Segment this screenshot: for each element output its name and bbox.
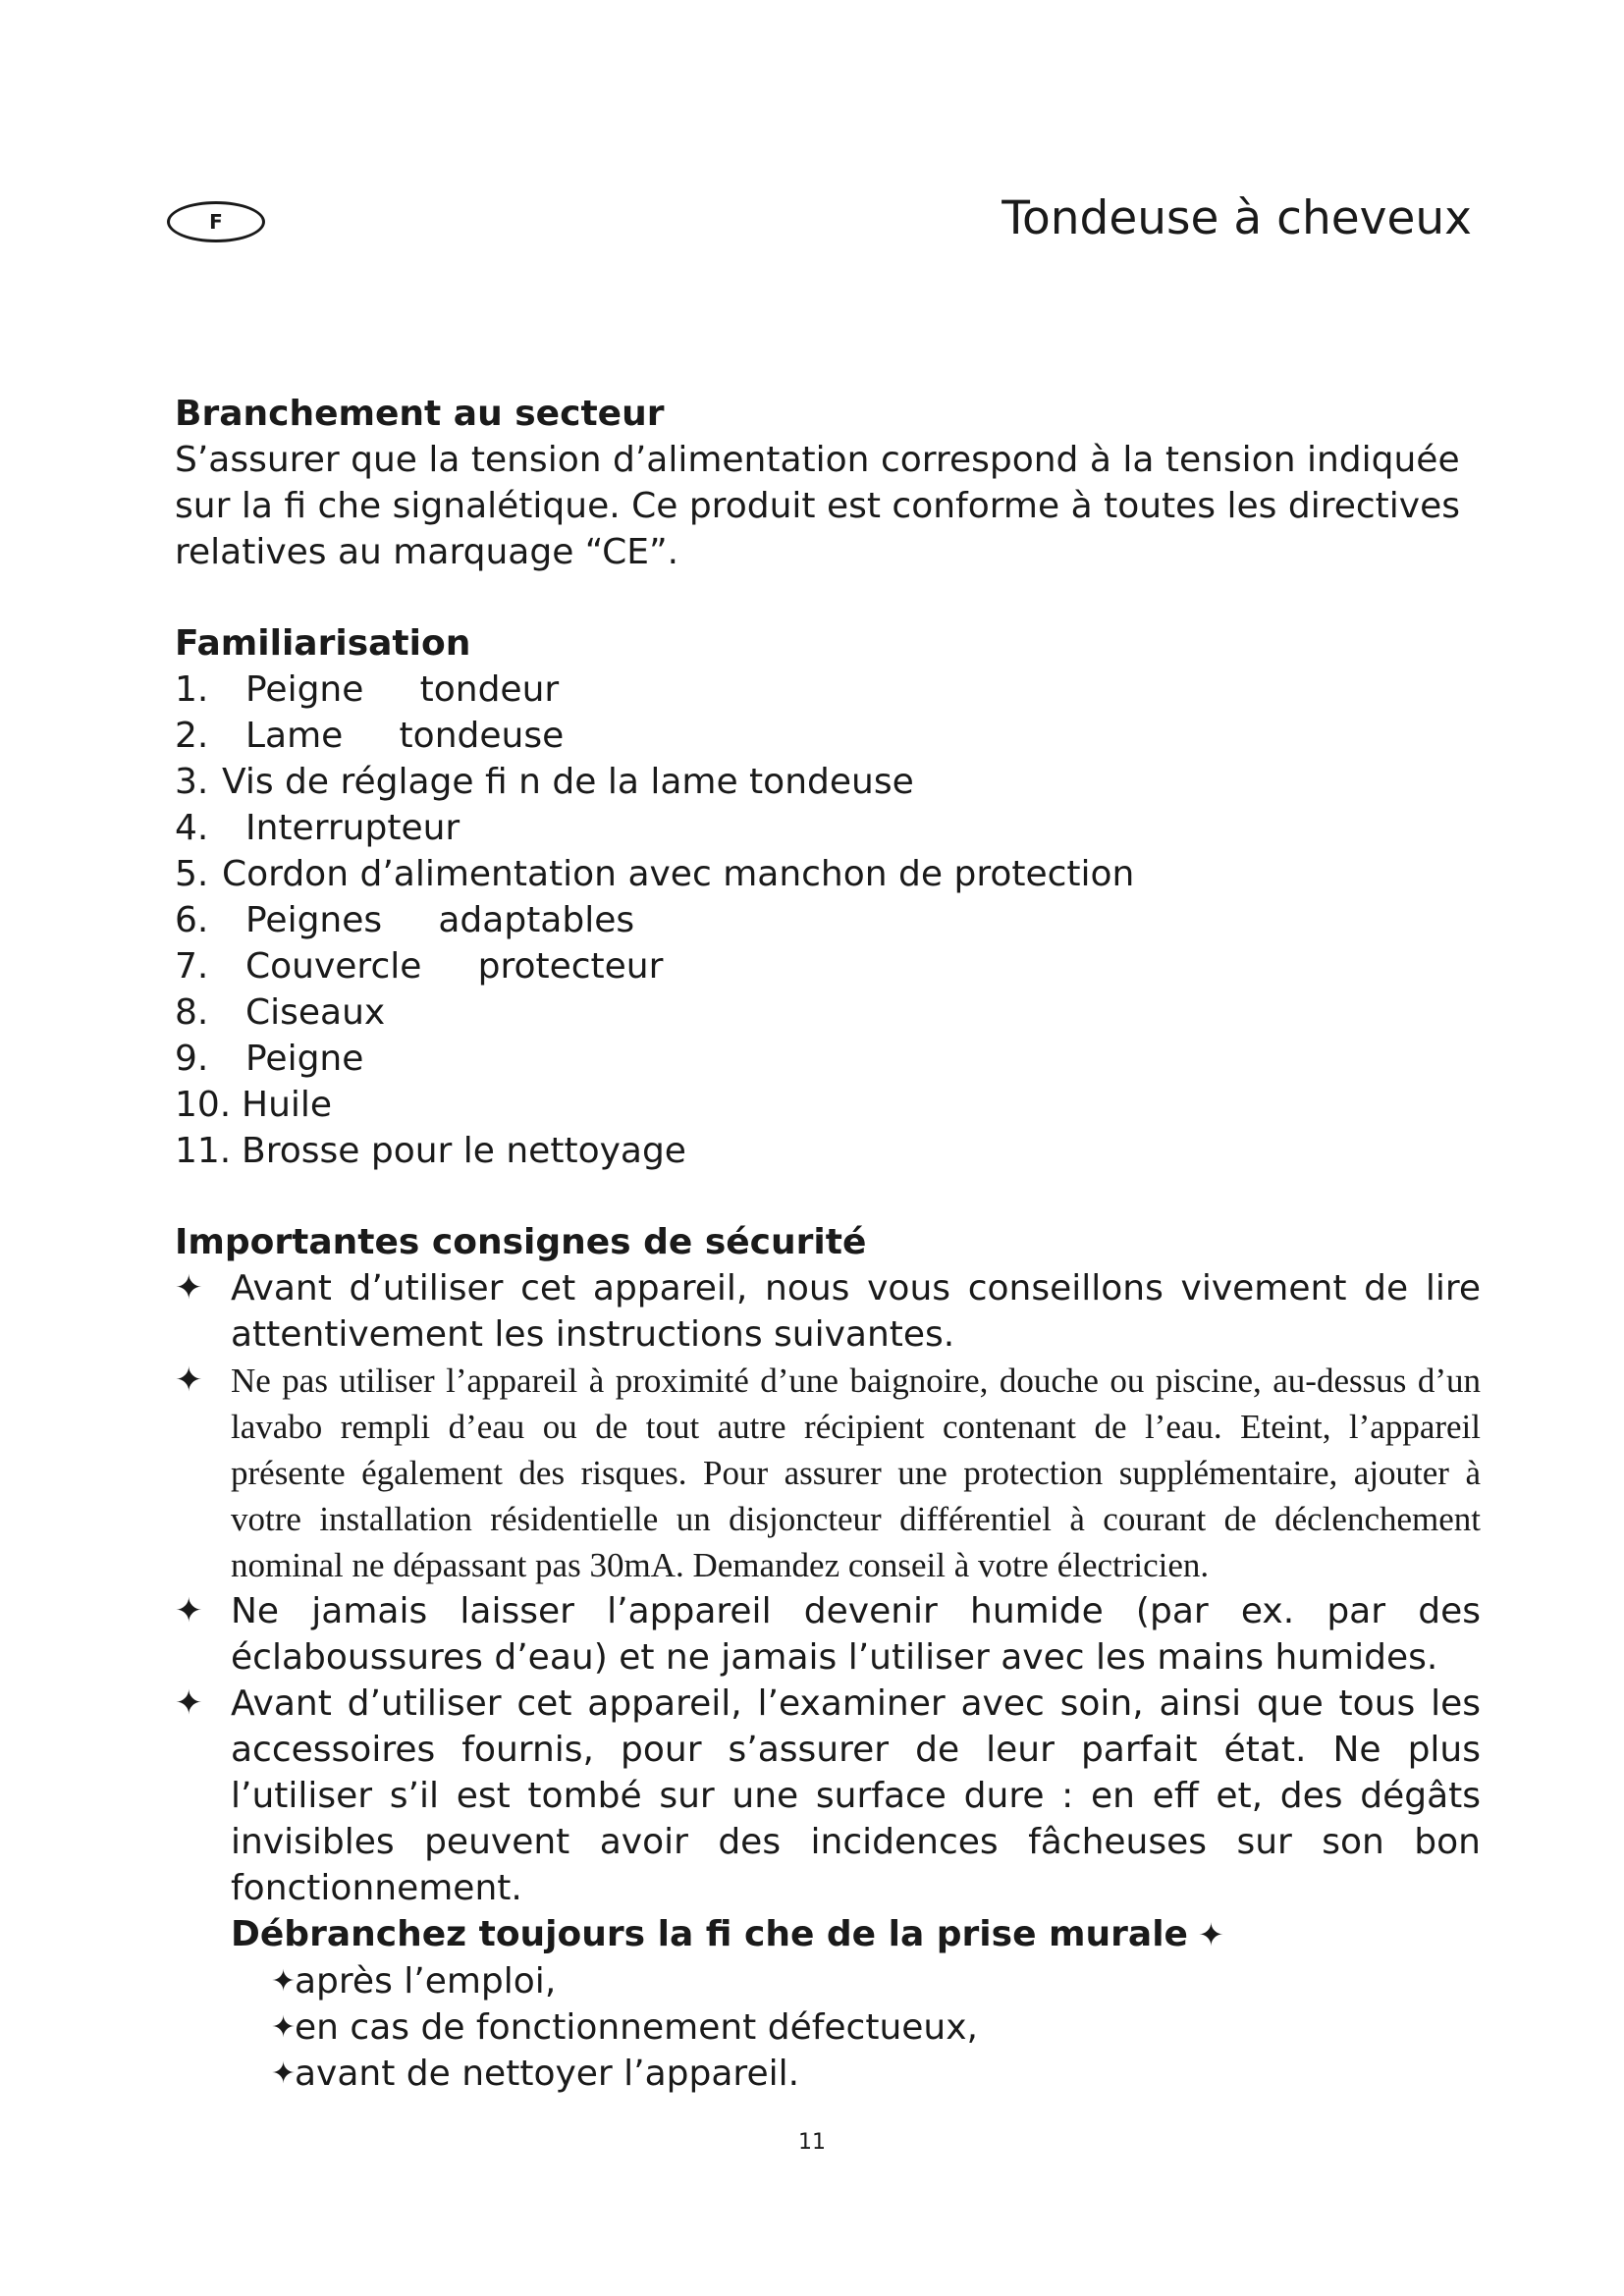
list-item	[175, 851, 1481, 897]
section-spacer	[175, 1174, 1481, 1219]
document-body	[175, 391, 1481, 2097]
page-number: 11	[798, 2130, 826, 2155]
section-spacer	[175, 575, 1481, 620]
safety-bullet-text: Avant d’utiliser cet appareil, l’examiner avec soin, ainsi que tous les accessoires fournis, pour s’assurer de leur parfait état. Ne plus l’utiliser s’il est tombé sur une surface dure : en eff et, des dégâts invisibles peuvent avoir des incidences fâcheuses sur son bon fonctionnement.	[231, 1683, 1481, 1908]
item-number: 8.	[175, 992, 209, 1033]
unplug-item-text: avant de nettoyer l’appareil.	[295, 2054, 800, 2094]
list-item	[175, 1082, 1481, 1128]
item-label: Huile	[242, 1085, 333, 1125]
safety-bullet	[175, 1588, 1481, 1681]
power-paragraph: S’assurer que la tension d’alimentation correspond à la tension indiquée sur la fi che signalétique. Ce produit est conforme à toutes les directives relatives au marquage “CE”.	[175, 440, 1460, 572]
item-label: Interrupteur	[245, 808, 460, 848]
safety-bullet-text: Avant d’utiliser cet appareil, nous vous conseillons vivement de lire attentivement les instructions suivantes.	[231, 1268, 1481, 1355]
star-bullet-icon: ✦	[175, 1361, 203, 1400]
item-label: Peignes adaptables	[245, 900, 635, 940]
star-bullet-icon: ✦	[271, 1964, 297, 1999]
star-bullet-icon: ✦	[271, 2056, 297, 2091]
section-heading-power: Branchement au secteur	[175, 394, 665, 434]
item-number: 5.	[175, 854, 209, 894]
item-label: Couvercle protecteur	[245, 946, 664, 987]
item-label: Peigne	[245, 1039, 364, 1079]
safety-bullet-text: Ne pas utiliser l’appareil à proximité d’une baignoire, douche ou piscine, au-dessus d’un lavabo rempli d’eau ou de tout autre récipient contenant de l’eau. Eteint, l’appareil présente également des risques. Pour assurer une protection supplémentaire, ajouter à votre installation résidentielle un disjoncteur différentiel à courant de déclenchement nominal ne dépassant pas 30mA. Demandez conseil à votre électricien.	[231, 1362, 1481, 1584]
item-number: 9.	[175, 1039, 209, 1079]
item-number: 6.	[175, 900, 209, 940]
list-item	[175, 897, 1481, 943]
list-item	[175, 667, 1481, 713]
item-label: Cordon d’alimentation avec manchon de protection	[222, 854, 1135, 894]
list-item	[175, 989, 1481, 1036]
section-power	[175, 391, 1481, 575]
item-number: 2.	[175, 716, 209, 756]
item-number: 3.	[175, 762, 209, 802]
section-safety	[175, 1219, 1481, 2097]
unplug-heading	[231, 1911, 1481, 1958]
item-number: 7.	[175, 946, 209, 987]
star-bullet-icon: ✦	[175, 1268, 203, 1308]
section-heading-familiarisation: Familiarisation	[175, 623, 471, 664]
unplug-item-text: en cas de fonctionnement défectueux,	[295, 2007, 978, 2048]
star-bullet-icon: ✦	[175, 1591, 203, 1630]
unplug-list	[271, 1958, 1481, 2097]
language-badge	[167, 201, 265, 242]
item-label: Peigne tondeur	[245, 669, 560, 710]
page-title: Tondeuse à cheveux	[1001, 191, 1472, 245]
safety-bullet	[175, 1681, 1481, 1911]
unplug-item	[271, 2051, 1481, 2097]
list-item	[175, 1036, 1481, 1082]
list-item	[175, 713, 1481, 759]
unplug-item-text: après l’emploi,	[295, 1961, 557, 2002]
section-heading-safety: Importantes consignes de sécurité	[175, 1222, 867, 1262]
list-item	[175, 1128, 1481, 1174]
section-familiarisation	[175, 620, 1481, 1174]
item-number: 1.	[175, 669, 209, 710]
star-bullet-icon: ✦	[1197, 1916, 1224, 1953]
item-number: 11.	[175, 1131, 232, 1171]
safety-bullet-text: Ne jamais laisser l’appareil devenir humide (par ex. par des éclaboussures d’eau) et ne jamais l’utiliser avec les mains humides.	[231, 1591, 1481, 1678]
parts-list	[175, 667, 1481, 1174]
item-label: Ciseaux	[245, 992, 386, 1033]
safety-bullet	[175, 1265, 1481, 1358]
language-badge-label: F	[209, 210, 223, 234]
item-label: Brosse pour le nettoyage	[242, 1131, 686, 1171]
unplug-heading-text: Débranchez toujours la fi che de la prise murale	[231, 1914, 1188, 1954]
item-number: 4.	[175, 808, 209, 848]
list-item	[175, 805, 1481, 851]
unplug-item	[271, 2004, 1481, 2051]
safety-bullet	[175, 1358, 1481, 1588]
star-bullet-icon: ✦	[271, 2010, 297, 2045]
item-label: Lame tondeuse	[245, 716, 565, 756]
star-bullet-icon: ✦	[175, 1683, 203, 1723]
item-label: Vis de réglage fi n de la lame tondeuse	[222, 762, 914, 802]
item-number: 10.	[175, 1085, 232, 1125]
unplug-item	[271, 1958, 1481, 2004]
list-item	[175, 759, 1481, 805]
list-item	[175, 943, 1481, 989]
